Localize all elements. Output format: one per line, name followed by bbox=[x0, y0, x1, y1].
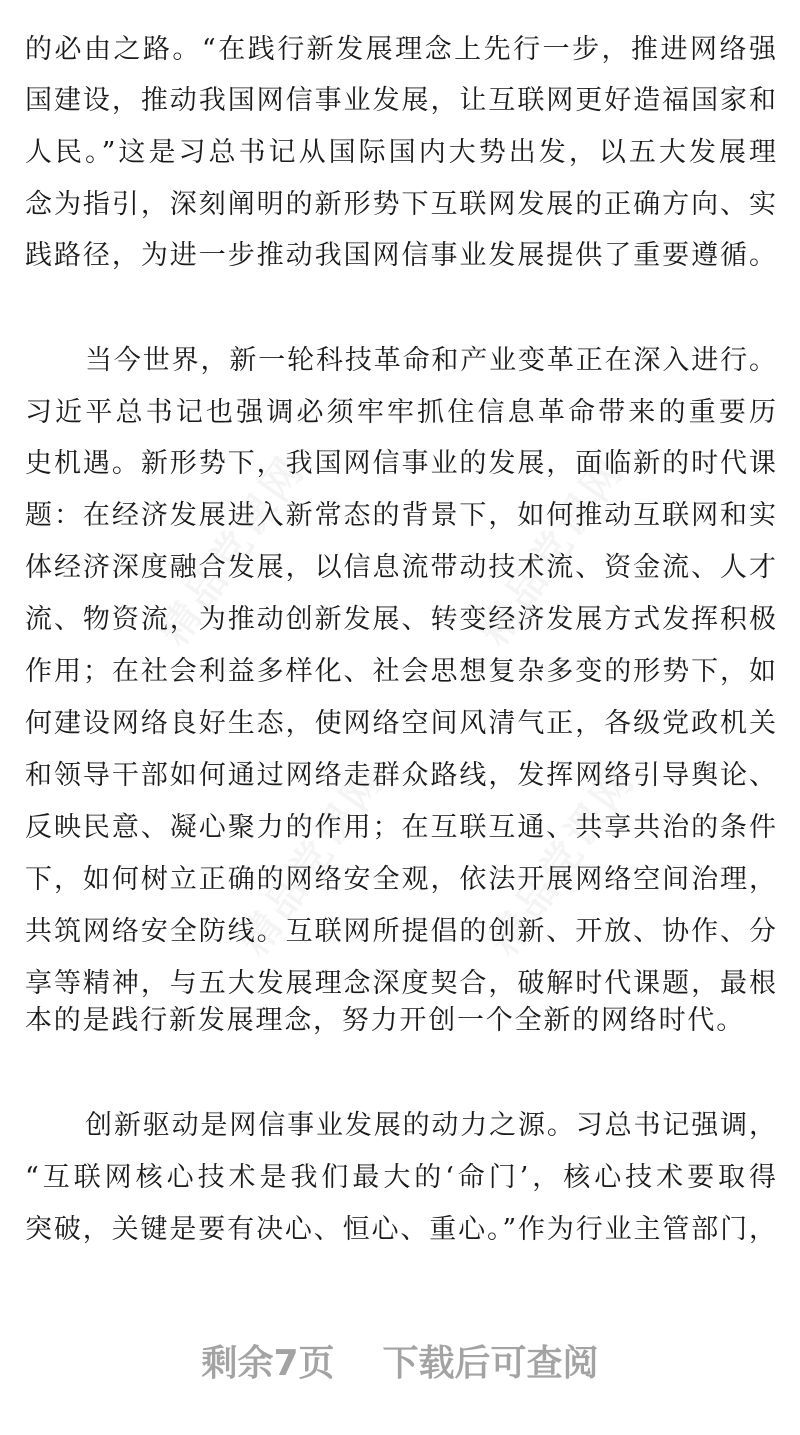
text-line: 题：在经济发展进入新常态的背景下，如何推动互联网和实 bbox=[25, 500, 777, 531]
download-prompt-banner[interactable] bbox=[0, 1332, 800, 1388]
text-line: 本的是践行新发展理念，努力开创一个全新的网络时代。 bbox=[25, 1005, 745, 1036]
text-line: 和领导干部如何通过网络走群众路线，发挥网络引导舆论、 bbox=[25, 760, 777, 791]
text-line: 作用；在社会利益多样化、社会思想复杂多变的形势下，如 bbox=[25, 656, 777, 687]
text-line: 何建设网络良好生态，使网络空间风清气正，各级党政机关 bbox=[25, 708, 777, 739]
text-line: 当今世界，新一轮科技革命和产业变革正在深入进行。 bbox=[85, 345, 777, 376]
text-line: 践路径，为进一步推动我国网信事业发展提供了重要遵循。 bbox=[25, 240, 777, 271]
text-line: 人民。”这是习总书记从国际国内大势出发，以五大发展理 bbox=[25, 137, 777, 168]
text-line: 念为指引，深刻阐明的新形势下互联网发展的正确方向、实 bbox=[25, 189, 777, 220]
text-line: 的必由之路。“在践行新发展理念上先行一步，推进网络强 bbox=[25, 34, 777, 65]
text-line: 下，如何树立正确的网络安全观，依法开展网络空间治理， bbox=[25, 864, 777, 895]
text-line: 流、物资流，为推动创新发展、转变经济发展方式发挥积极 bbox=[25, 604, 777, 635]
text-line: 创新驱动是网信事业发展的动力之源。习总书记强调， bbox=[85, 1110, 777, 1141]
text-line: 习近平总书记也强调必须牢牢抓住信息革命带来的重要历 bbox=[25, 397, 777, 428]
text-line: 突破，关键是要有决心、恒心、重心。”作为行业主管部门， bbox=[25, 1214, 777, 1245]
text-line: 反映民意、凝心聚力的作用；在互联互通、共享共治的条件 bbox=[25, 812, 777, 843]
text-line: 国建设，推动我国网信事业发展，让互联网更好造福国家和 bbox=[25, 85, 777, 116]
text-line: 共筑网络安全防线。互联网所提倡的创新、开放、协作、分 bbox=[25, 916, 777, 947]
text-line: “互联网核心技术是我们最大的‘命门’，核心技术要取得 bbox=[25, 1162, 777, 1193]
text-line: 享等精神，与五大发展理念深度契合，破解时代课题，最根 bbox=[25, 968, 777, 999]
download-hint-label: 下载后可查阅 bbox=[382, 1342, 599, 1384]
text-line: 史机遇。新形势下，我国网信事业的发展，面临新的时代课 bbox=[25, 448, 777, 479]
remaining-pages-label: 剩余7页 bbox=[201, 1342, 335, 1384]
text-line: 体经济深度融合发展，以信息流带动技术流、资金流、人才 bbox=[25, 552, 777, 583]
